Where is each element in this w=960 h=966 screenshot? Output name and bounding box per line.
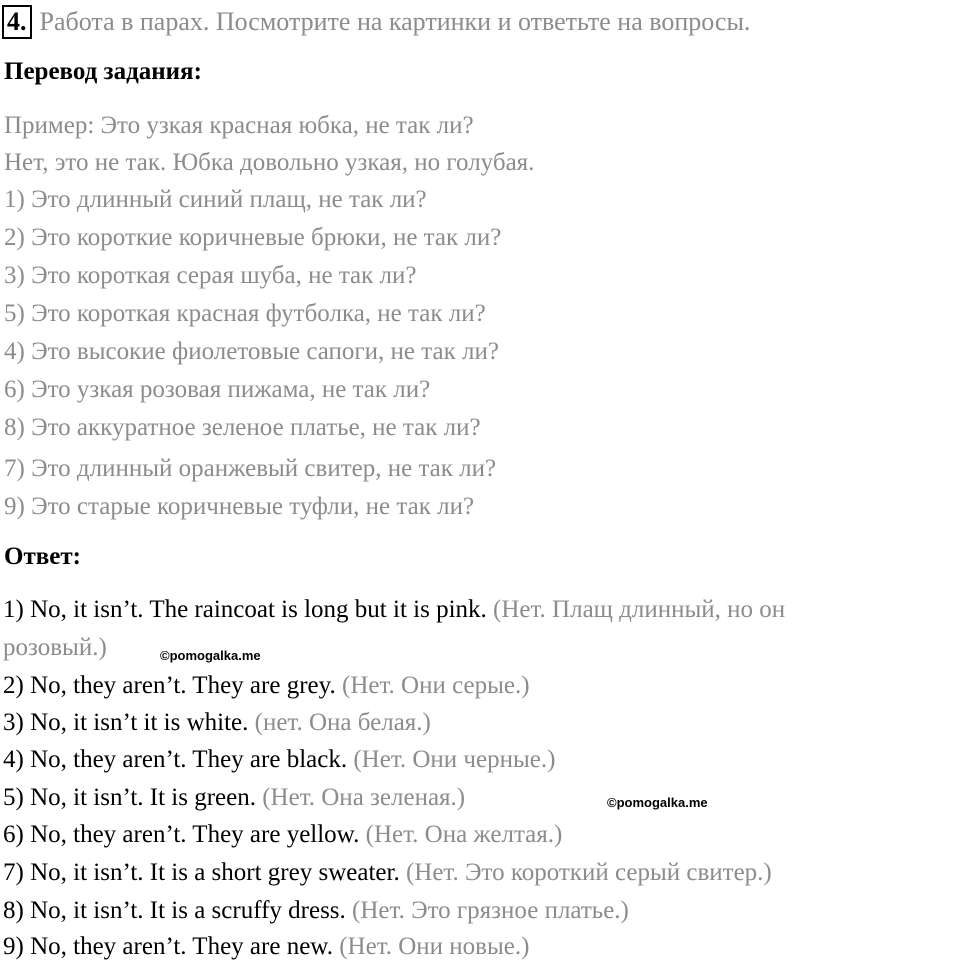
translation-line: Нет, это не так. Юбка довольно узкая, но голубая. bbox=[4, 149, 535, 176]
answer-item bbox=[3, 933, 529, 961]
translation-line: 4) Это высокие фиолетовые сапоги, не так ли? bbox=[4, 338, 499, 365]
answer-item bbox=[3, 897, 629, 925]
translation-line: 2) Это короткие коричневые брюки, не так ли? bbox=[4, 224, 502, 251]
translation-line: 9) Это старые коричневые туфли, не так ли? bbox=[4, 493, 475, 520]
answer-english: 7) No, it isn’t. It is a short grey sweater. bbox=[3, 859, 400, 886]
answer-translation: (Нет. Она зеленая.) bbox=[262, 784, 466, 811]
watermark: ©pomogalka.me bbox=[607, 795, 708, 810]
answer-heading: Ответ: bbox=[4, 543, 81, 570]
answer-translation: (Нет. Она желтая.) bbox=[365, 821, 563, 848]
answer-english: 8) No, it isn’t. It is a scruffy dress. bbox=[3, 897, 346, 924]
answer-item bbox=[3, 784, 465, 812]
answer-english: 2) No, they aren’t. They are grey. bbox=[3, 672, 336, 699]
answer-english: 9) No, they aren’t. They are new. bbox=[3, 933, 333, 960]
answer-translation: (нет. Она белая.) bbox=[254, 709, 431, 736]
answer-translation: (Нет. Они серые.) bbox=[342, 672, 530, 699]
task-instruction: Работа в парах. Посмотрите на картинки и ответьте на вопросы. bbox=[39, 7, 751, 36]
translation-line: 5) Это короткая красная футболка, не так ли? bbox=[4, 300, 486, 327]
answer-item-continuation bbox=[3, 634, 107, 662]
task-number: 4. bbox=[2, 5, 32, 39]
answer-english: 3) No, it isn’t it is white. bbox=[3, 709, 249, 736]
answer-item bbox=[3, 596, 785, 624]
answer-item bbox=[3, 859, 772, 887]
answer-item bbox=[3, 746, 555, 774]
translation-line: Пример: Это узкая красная юбка, не так ли? bbox=[4, 112, 474, 139]
translation-line: 3) Это короткая серая шуба, не так ли? bbox=[4, 262, 417, 289]
translation-line: 7) Это длинный оранжевый свитер, не так ли? bbox=[4, 455, 497, 482]
translation-line: 6) Это узкая розовая пижама, не так ли? bbox=[4, 376, 431, 403]
answer-translation: (Нет. Они черные.) bbox=[353, 746, 556, 773]
answer-translation: (Нет. Это грязное платье.) bbox=[352, 897, 629, 924]
answer-item bbox=[3, 821, 562, 849]
translation-line: 8) Это аккуратное зеленое платье, не так ли? bbox=[4, 414, 481, 441]
answer-item bbox=[3, 709, 431, 737]
task-header bbox=[2, 4, 750, 40]
answer-translation: (Нет. Они новые.) bbox=[339, 933, 530, 960]
answer-english: 6) No, they aren’t. They are yellow. bbox=[3, 821, 360, 848]
translation-line: 1) Это длинный синий плащ, не так ли? bbox=[4, 186, 427, 213]
answer-translation: (Нет. Плащ длинный, но он bbox=[493, 596, 786, 623]
answer-english: 5) No, it isn’t. It is green. bbox=[3, 784, 256, 811]
answer-translation: (Нет. Это короткий серый свитер.) bbox=[405, 859, 772, 886]
answer-english: 1) No, it isn’t. The raincoat is long but it is pink. bbox=[3, 596, 487, 623]
watermark: ©pomogalka.me bbox=[160, 648, 261, 663]
answer-translation: розовый.) bbox=[3, 634, 107, 661]
answer-english: 4) No, they aren’t. They are black. bbox=[3, 746, 348, 773]
answer-item bbox=[3, 672, 530, 700]
translation-heading: Перевод задания: bbox=[4, 58, 202, 85]
